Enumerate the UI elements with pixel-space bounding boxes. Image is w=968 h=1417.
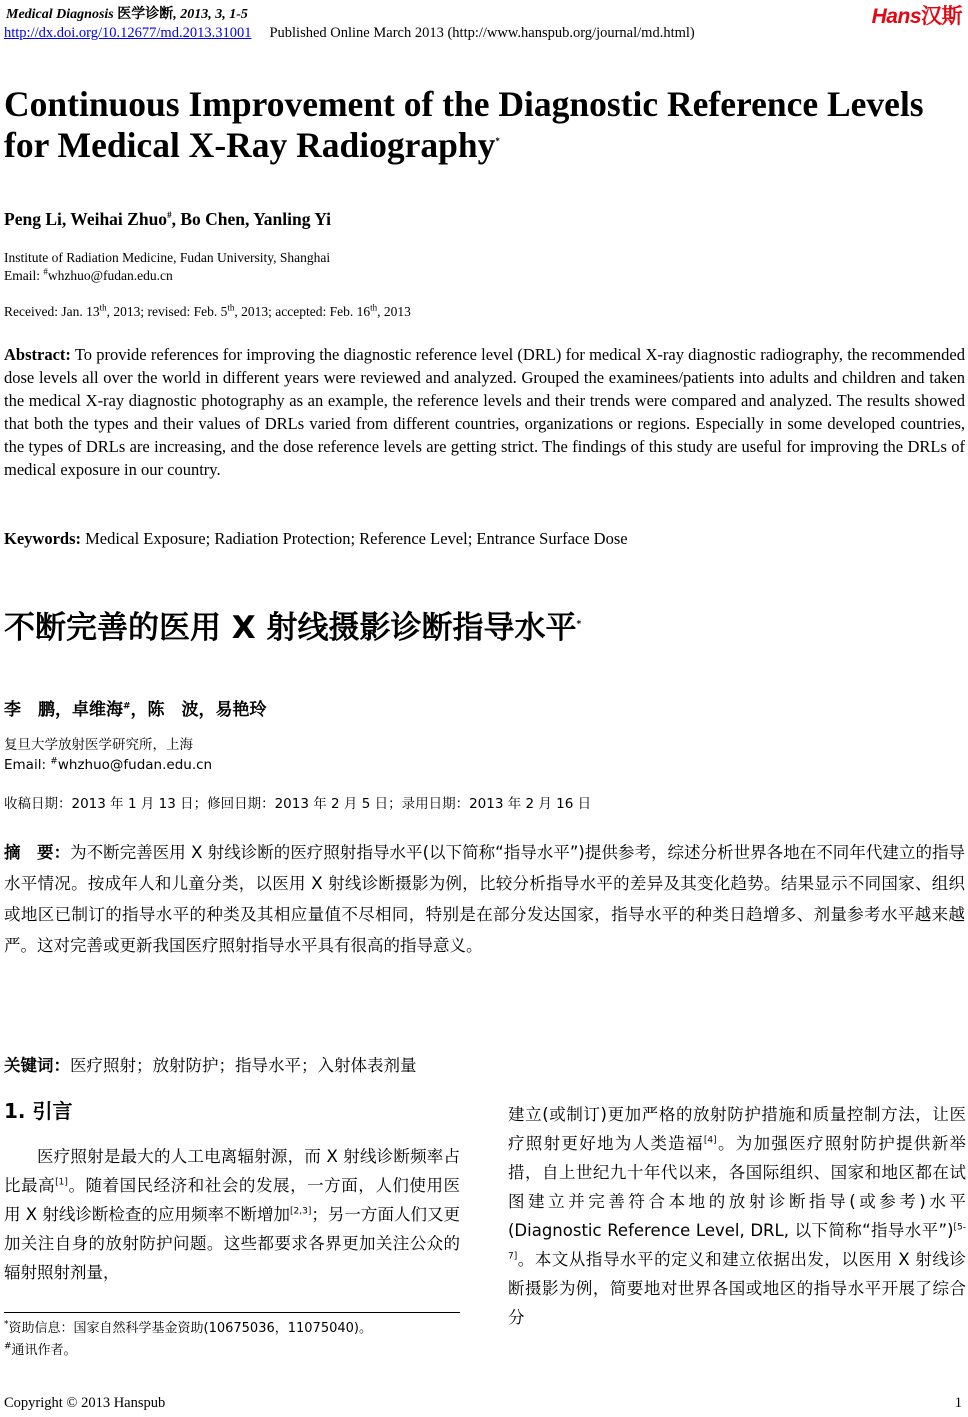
keywords-cn-label: 关键词：: [4, 1056, 70, 1075]
left-text-3: ；另一方面人们又更加关注自身的放射防护问题。这些都要求各界更加关注公众的辐射照射剂量，: [4, 1205, 461, 1282]
left-text-2: 。随着国民经济和社会的发展，一方面，人们使用医用 X 射线诊断检查的应用频率不断增加: [4, 1176, 461, 1224]
email-en-label: Email:: [4, 268, 44, 283]
journal-issue: , 2013, 3, 1-5: [173, 7, 248, 22]
footnote-divider: [4, 1312, 460, 1313]
received-dates-en: [4, 304, 411, 320]
title-cn-footnote-mark: *: [576, 619, 582, 630]
abstract-cn-text: 为不断完善医用 X 射线诊断的医疗照射指导水平(以下简称“指导水平”)提供参考，综述分析世界各地在不同年代建立的指导水平情况。按成年人和儿童分类，以医用 X 射线诊断摄影为例，比较分析指导水平的差异及其变化趋势。结果显示不同国家、组织或地区已制订的指导水平的种类及其相应量值不尽相同，特别是在部分发达国家，指导水平的种类日趋增多、剂量参考水平越来越严。这对完善或更新我国医疗照射指导水平具有很高的指导意义。: [4, 843, 966, 955]
right-text-2: 。为加强医疗照射防护提供新举措，自上世纪九十年代以来，各国际组织、国家和地区都在试图建立并完善符合本地的放射诊断指导(或参考)水平(Diagnostic Reference Level, DRL, 以下简称“指导水平”): [508, 1134, 967, 1240]
journal-name-cn: 医学诊断: [117, 7, 174, 22]
citation-ref[interactable]: [1]: [55, 1177, 68, 1188]
footnote-corresponding: [4, 1340, 460, 1362]
email-en-mark: #: [43, 266, 48, 277]
page-number: 1: [954, 1395, 962, 1411]
email-cn-line: [4, 755, 212, 775]
keywords-en: [4, 529, 628, 549]
authors-cn: [4, 695, 267, 720]
abstract-cn-label: 摘 要：: [4, 843, 71, 862]
doi-line: [4, 25, 695, 42]
footnote-funding-mark: *: [4, 1319, 9, 1330]
right-text-1: 建立(或制订)更加严格的放射防护措施和质量控制方法，让医疗照射更好地为人类造福: [508, 1105, 966, 1153]
email-cn: whzhuo@fudan.edu.cn: [57, 757, 213, 773]
keywords-cn: [4, 1052, 417, 1076]
received-dates-cn: 收稿日期：2013 年 1 月 13 日；修回日期：2013 年 2 月 5 日；录用日期：2013 年 2 月 16 日: [4, 796, 592, 812]
received-en-p3: , 2013; accepted: Feb. 16: [234, 304, 371, 319]
left-text-1: 医疗照射是最大的人工电离辐射源，而 X 射线诊断频率占比最高: [4, 1147, 460, 1195]
abstract-en-label: Abstract:: [4, 345, 71, 364]
authors-cn-part2: ，陈 波，易艳玲: [130, 700, 267, 720]
logo-text-cn: 汉斯: [921, 5, 962, 28]
keywords-cn-text: 医疗照射；放射防护；指导水平；入射体表剂量: [70, 1056, 417, 1075]
footnote-corresponding-text: 通讯作者。: [11, 1343, 77, 1358]
received-en-s1: th: [99, 302, 107, 313]
affiliation-cn: 复旦大学放射医学研究所，上海: [4, 737, 193, 753]
email-cn-label: Email:: [4, 757, 51, 773]
title-en-text: Continuous Improvement of the Diagnostic Reference Levels for Medical X-Ray Radiography: [4, 84, 924, 165]
email-cn-mark: #: [50, 756, 58, 767]
authors-en-part1: Peng Li, Weihai Zhuo: [4, 209, 168, 229]
citation-ref[interactable]: [2,3]: [290, 1206, 312, 1217]
email-en: whzhuo@fudan.edu.cn: [47, 268, 173, 283]
email-en-line: [4, 267, 330, 285]
title-en-footnote-mark: *: [495, 136, 500, 147]
journal-name-en: Medical Diagnosis: [6, 7, 114, 22]
publisher-logo: [872, 0, 962, 30]
citation-ref[interactable]: [5-7]: [508, 1222, 966, 1262]
keywords-en-label: Keywords:: [4, 529, 81, 548]
title-cn-text: 不断完善的医用 X 射线摄影诊断指导水平: [4, 610, 577, 646]
affiliation-en: Institute of Radiation Medicine, Fudan University, Shanghai: [4, 250, 331, 265]
paper-title-cn: [4, 602, 581, 647]
footnote-funding-text: 资助信息：国家自然科学基金资助(10675036，11075040)。: [8, 1321, 372, 1336]
keywords-en-text: Medical Exposure; Radiation Protection; Reference Level; Entrance Surface Dose: [85, 529, 628, 548]
received-en-p2: , 2013; revised: Feb. 5: [106, 304, 228, 319]
section-heading-introduction: 1. 引言: [4, 1099, 73, 1123]
logo-text-en: Hans: [871, 5, 921, 28]
body-column-left: [4, 1142, 460, 1287]
received-en-p1: Received: Jan. 13: [4, 304, 100, 319]
affiliation-en-block: [4, 249, 330, 285]
doi-link[interactable]: http://dx.doi.org/10.12677/md.2013.31001: [4, 25, 252, 41]
published-online: Published Online March 2013 (http://www.hanspub.org/journal/md.html): [269, 25, 695, 41]
affiliation-cn-block: [4, 735, 212, 775]
received-en-s3: th: [370, 302, 378, 313]
received-en-p4: , 2013: [377, 304, 411, 319]
authors-cn-part1: 李 鹏，卓维海: [4, 700, 123, 720]
received-en-s2: th: [227, 302, 235, 313]
authors-en: [4, 209, 331, 230]
copyright: Copyright © 2013 Hanspub: [4, 1395, 166, 1411]
abstract-en: [4, 343, 965, 481]
abstract-cn: [4, 837, 965, 961]
footnotes: [4, 1318, 460, 1362]
footnote-corresponding-mark: #: [4, 1341, 12, 1352]
corresponding-mark-en: #: [167, 210, 172, 221]
citation-ref[interactable]: [4]: [703, 1135, 717, 1146]
journal-citation: [6, 3, 248, 23]
authors-en-part2: , Bo Chen, Yanling Yi: [171, 209, 332, 229]
corresponding-mark-cn: #: [123, 701, 131, 712]
body-column-right: [508, 1100, 966, 1332]
right-text-3: 。本文从指导水平的定义和建立依据出发，以医用 X 射线诊断摄影为例，简要地对世界各国或地区的指导水平开展了综合分: [508, 1250, 966, 1327]
footnote-funding: [4, 1318, 460, 1340]
paper-title-en: [4, 84, 959, 166]
abstract-en-text: To provide references for improving the diagnostic reference level (DRL) for medical X-ray diagnostic radiography, the recommended dose levels all over the world in different years were reviewed and analyzed. Grouped the examinees/patients into adults and children and taken the medical X-ray diagnostic photography as an example, the reference levels and their trends were compared and analyzed. The results showed that both the types and their values of DRLs varied from different countries, organizations or regions. Especially in some developed countries, the types of DRLs are increasing, and the dose reference levels are getting strict. The findings of this study are useful for improving the DRLs of medical exposure in our country.: [4, 345, 966, 479]
